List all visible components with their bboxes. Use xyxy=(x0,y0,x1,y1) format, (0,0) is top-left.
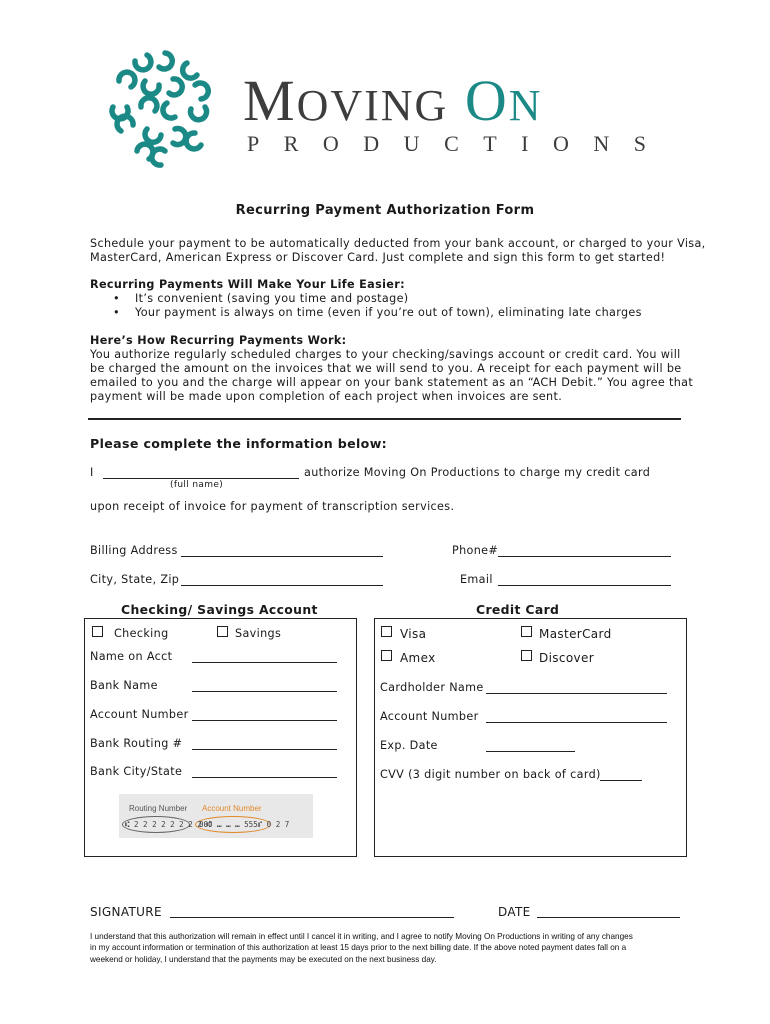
bank-name-label: Bank Name xyxy=(90,679,158,692)
logo-word-on: ON xyxy=(464,68,543,133)
mastercard-option-label: MasterCard xyxy=(539,627,612,641)
amex-option-label: Amex xyxy=(400,651,436,665)
disclaimer-line-2: in my account information or termination of this authorization at least 15 days prior to the next billing date. If the above noted payment dates fall on a xyxy=(90,943,627,953)
how-line-2: be charged the amount on the invoices that we will send to you. A receipt for each payment will be xyxy=(90,362,682,375)
upon-receipt-text: upon receipt of invoice for payment of transcription services. xyxy=(90,500,455,513)
date-label: DATE xyxy=(498,905,531,919)
bank-routing-label: Bank Routing # xyxy=(90,737,183,750)
intro-line-1: Schedule your payment to be automatically deducted from your bank account, or charged to your Visa, xyxy=(90,237,706,250)
bank-name-field[interactable] xyxy=(192,691,337,692)
form-title: Recurring Payment Authorization Form xyxy=(235,203,535,218)
how-line-4: payment will be made upon completion of each project when invoices are sent. xyxy=(90,390,563,403)
how-line-3: emailed to you and the charge will appear on your bank statement as an “ACH Debit.” You agree that xyxy=(90,376,694,389)
amex-checkbox[interactable] xyxy=(381,650,392,661)
signature-label: SIGNATURE xyxy=(90,905,162,919)
account-number-field[interactable] xyxy=(192,720,337,721)
logo-word-productions: PRODUCTIONS xyxy=(247,131,671,156)
section-divider xyxy=(88,418,681,420)
disclaimer-text xyxy=(90,931,690,965)
intro-line-2: MasterCard, American Express or Discover Card. Just complete and sign this form to get started! xyxy=(90,251,666,264)
check-account-label: Account Number xyxy=(202,804,262,813)
savings-checkbox[interactable] xyxy=(217,626,228,637)
city-state-zip-label: City, State, Zip xyxy=(90,573,180,586)
exp-date-label: Exp. Date xyxy=(380,739,438,752)
city-state-zip-field[interactable] xyxy=(181,585,383,586)
benefit-bullet-1: • xyxy=(113,292,120,305)
check-account-digits: 000 ⑉ ⑉ ⑉ 555⑈ 0 2 7 xyxy=(199,820,290,829)
savings-option-label: Savings xyxy=(235,627,282,640)
exp-date-field[interactable] xyxy=(486,751,575,752)
name-on-acct-field[interactable] xyxy=(192,662,337,663)
complete-heading: Please complete the information below: xyxy=(90,436,388,451)
disclaimer-line-3: weekend or holiday, I understand that the payments may be executed on the next business day. xyxy=(90,954,437,964)
account-number-label: Account Number xyxy=(90,708,189,721)
mastercard-checkbox[interactable] xyxy=(521,626,532,637)
authorize-prefix: I xyxy=(90,466,94,479)
benefits-heading: Recurring Payments Will Make Your Life Easier: xyxy=(90,278,405,291)
billing-address-field[interactable] xyxy=(181,556,383,557)
phone-label: Phone# xyxy=(452,544,499,557)
benefit-item-1: It’s convenient (saving you time and postage) xyxy=(135,292,409,305)
discover-checkbox[interactable] xyxy=(521,650,532,661)
bank-city-state-field[interactable] xyxy=(192,777,337,778)
email-field[interactable] xyxy=(498,585,671,586)
disclaimer-line-1: I understand that this authorization will remain in effect until I cancel it in writing, and I agree to notify Moving On Productions in writing of any changes xyxy=(90,932,633,941)
cvv-field[interactable] xyxy=(600,780,642,781)
checking-option-label: Checking xyxy=(114,627,169,640)
name-on-acct-label: Name on Acct xyxy=(90,650,173,663)
email-label: Email xyxy=(460,573,493,586)
date-field[interactable] xyxy=(537,917,680,918)
bank-routing-field[interactable] xyxy=(192,749,337,750)
card-account-number-label: Account Number xyxy=(380,710,479,723)
company-logo xyxy=(105,45,671,170)
checking-heading: Checking/ Savings Account xyxy=(121,602,318,617)
how-heading: Here’s How Recurring Payments Work: xyxy=(90,334,347,347)
visa-checkbox[interactable] xyxy=(381,626,392,637)
bank-city-state-label: Bank City/State xyxy=(90,765,183,778)
logo-word-moving: MOVING xyxy=(243,68,449,133)
how-line-1: You authorize regularly scheduled charges to your checking/savings account or credit card. You will xyxy=(90,348,681,361)
discover-option-label: Discover xyxy=(539,651,594,665)
credit-card-heading: Credit Card xyxy=(476,602,560,617)
cardholder-name-field[interactable] xyxy=(486,693,667,694)
check-sample-image xyxy=(119,794,313,838)
card-account-number-field[interactable] xyxy=(486,722,667,723)
phone-field[interactable] xyxy=(498,556,671,557)
signature-field[interactable] xyxy=(170,917,454,918)
visa-option-label: Visa xyxy=(400,627,427,641)
check-routing-label: Routing Number xyxy=(129,804,188,813)
logo-emblem-icon xyxy=(105,45,215,170)
benefit-item-2: Your payment is always on time (even if you’re out of town), eliminating late charges xyxy=(135,306,642,319)
full-name-field[interactable] xyxy=(103,478,299,479)
authorize-suffix: authorize Moving On Productions to charge my credit card xyxy=(304,466,651,479)
full-name-caption: (full name) xyxy=(170,480,224,490)
cardholder-name-label: Cardholder Name xyxy=(380,681,484,694)
billing-address-label: Billing Address xyxy=(90,544,178,557)
check-routing-digits: ⑆ 2 2 2 2 2 2 2 2 ⑆ xyxy=(125,820,211,829)
checking-checkbox[interactable] xyxy=(92,626,103,637)
cvv-label: CVV (3 digit number on back of card) xyxy=(380,768,601,781)
benefit-bullet-2: • xyxy=(113,306,120,319)
